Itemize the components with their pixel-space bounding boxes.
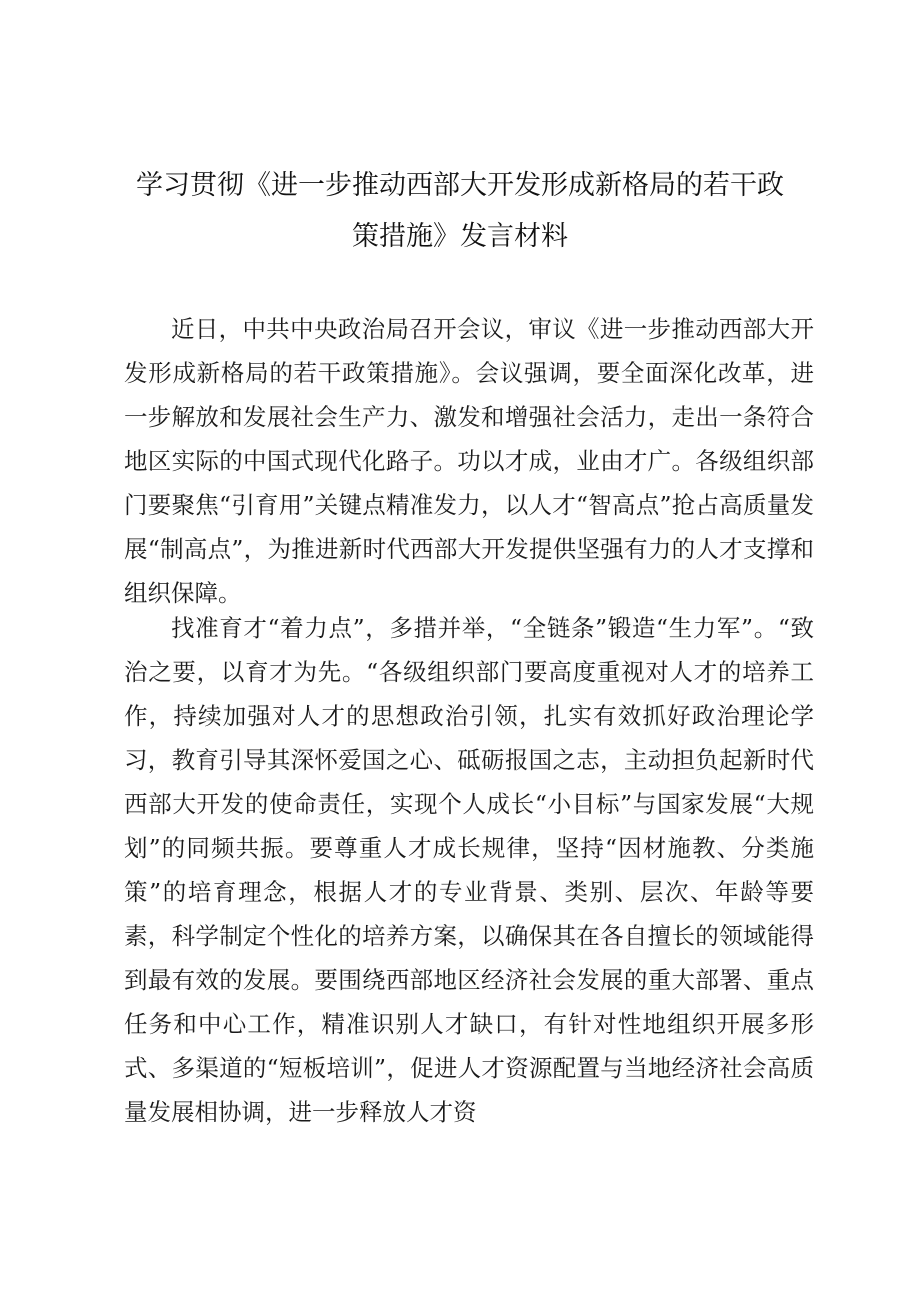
body-paragraph-2: 找准育才“着力点”，多措并举，“全链条”锻造“生力军”。“致治之要，以育才为先。“各级组织部门要高度重视对人才的培养工作，持续加强对人才的思想政治引领，扎实有效抓好政治理论学习，教育引导其深怀爱国之心、砥砺报国之志，主动担负起新时代西部大开发的使命责任，实现个人成长“小目标”与国家发展“大规划”的同频共振。要尊重人才成长规律，坚持“因材施教、分类施策”的培育理念，根据人才的专业背景、类别、层次、年龄等要素，科学制定个性化的培养方案，以确保其在各自擅长的领域能得到最有效的发展。要围绕西部地区经济社会发展的重大部署、重点任务和中心工作，精准识别人才缺口，有针对性地组织开展多形式、多渠道的“短板培训”，促进人才资源配置与当地经济社会高质量发展相协调，进一步释放人才资	[124, 614, 814, 1126]
body-paragraph-2-container	[124, 606, 814, 1134]
document-title-line-2: 策措施》发言材料	[352, 221, 568, 252]
document-title-line-1: 学习贯彻《进一步推动西部大开发形成新格局的若干政	[136, 170, 784, 201]
body-paragraph-1: 近日，中共中央政治局召开会议，审议《进一步推动西部大开发形成新格局的若干政策措施》。会议强调，要全面深化改革，进一步解放和发展社会生产力、激发和增强社会活力，走出一条符合地区实际的中国式现代化路子。功以才成，业由才广。各级组织部门要聚焦“引育用”关键点精准发力，以人才“智高点”抢占高质量发展“制高点”，为推进新时代西部大开发提供坚强有力的人才支撑和组织保障。	[124, 315, 814, 607]
body-paragraph-1-container	[124, 307, 814, 615]
